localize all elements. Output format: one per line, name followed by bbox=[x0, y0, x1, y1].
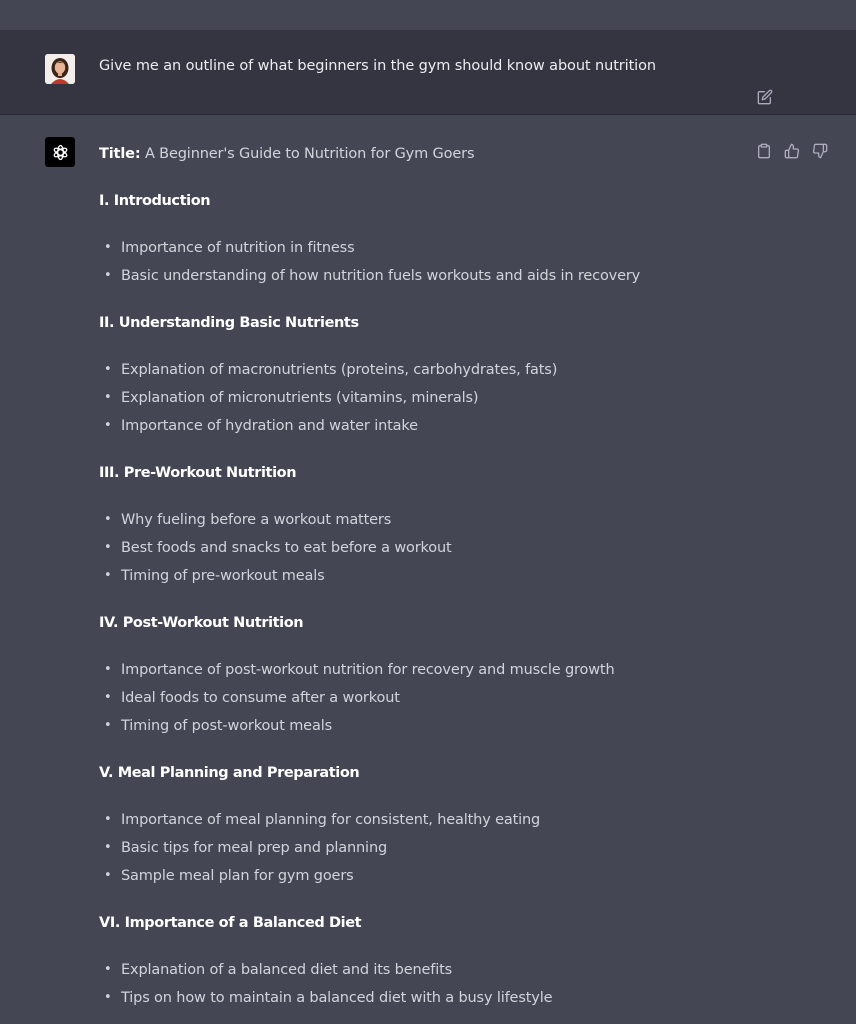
list-item bbox=[99, 838, 799, 866]
list-item-text: Explanation of micronutrients (vitamins, minerals) bbox=[121, 390, 479, 406]
bullet-icon: • bbox=[104, 868, 112, 883]
top-strip bbox=[0, 0, 856, 30]
assistant-message-row bbox=[0, 115, 856, 1024]
list-item bbox=[99, 360, 799, 388]
bullet-icon: • bbox=[104, 362, 112, 377]
bullet-list bbox=[99, 360, 799, 444]
bullet-icon: • bbox=[104, 718, 112, 733]
bullet-icon: • bbox=[104, 240, 112, 255]
assistant-avatar bbox=[45, 137, 75, 167]
user-avatar bbox=[45, 54, 75, 84]
list-item bbox=[99, 510, 799, 538]
bullet-list bbox=[99, 238, 799, 294]
list-item-text: Timing of post-workout meals bbox=[121, 718, 332, 734]
openai-logo-icon bbox=[50, 142, 71, 163]
bullet-icon: • bbox=[104, 840, 112, 855]
list-item bbox=[99, 388, 799, 416]
list-item bbox=[99, 810, 799, 838]
list-item bbox=[99, 988, 799, 1016]
section-heading: V. Meal Planning and Preparation bbox=[99, 765, 360, 781]
bullet-icon: • bbox=[104, 540, 112, 555]
bullet-icon: • bbox=[104, 662, 112, 677]
user-avatar-image bbox=[45, 54, 75, 84]
bullet-list bbox=[99, 660, 799, 744]
list-item-text: Explanation of a balanced diet and its benefits bbox=[121, 962, 453, 978]
section-heading: II. Understanding Basic Nutrients bbox=[99, 315, 359, 331]
list-item-text: Importance of meal planning for consistent, healthy eating bbox=[121, 812, 541, 828]
list-item bbox=[99, 660, 799, 688]
list-item-text: Explanation of macronutrients (proteins, carbohydrates, fats) bbox=[121, 362, 558, 378]
bullet-icon: • bbox=[104, 418, 112, 433]
thumbs-down-icon[interactable] bbox=[811, 142, 829, 160]
title-text: A Beginner's Guide to Nutrition for Gym Goers bbox=[140, 146, 475, 162]
list-item bbox=[99, 688, 799, 716]
list-item-text: Basic tips for meal prep and planning bbox=[121, 840, 388, 856]
bullet-icon: • bbox=[104, 690, 112, 705]
bullet-icon: • bbox=[104, 390, 112, 405]
section-heading: VI. Importance of a Balanced Diet bbox=[99, 915, 362, 931]
edit-icon[interactable] bbox=[756, 88, 774, 106]
bullet-icon: • bbox=[104, 268, 112, 283]
bullet-list bbox=[99, 510, 799, 594]
list-item bbox=[99, 416, 799, 444]
user-message-row bbox=[0, 30, 856, 115]
list-item-text: Importance of hydration and water intake bbox=[121, 418, 418, 434]
list-item-text: Importance of nutrition in fitness bbox=[121, 240, 355, 256]
section-heading: IV. Post-Workout Nutrition bbox=[99, 615, 304, 631]
list-item-text: Best foods and snacks to eat before a workout bbox=[121, 540, 452, 556]
user-message-text: Give me an outline of what beginners in the gym should know about nutrition bbox=[99, 58, 656, 74]
list-item bbox=[99, 960, 799, 988]
list-item-text: Basic understanding of how nutrition fuels workouts and aids in recovery bbox=[121, 268, 641, 284]
list-item bbox=[99, 566, 799, 594]
bullet-icon: • bbox=[104, 512, 112, 527]
bullet-icon: • bbox=[104, 990, 112, 1005]
bullet-list bbox=[99, 960, 799, 1016]
section-heading: I. Introduction bbox=[99, 193, 211, 209]
list-item-text: Sample meal plan for gym goers bbox=[121, 868, 354, 884]
list-item-text: Timing of pre-workout meals bbox=[121, 568, 325, 584]
list-item bbox=[99, 238, 799, 266]
list-item-text: Tips on how to maintain a balanced diet with a busy lifestyle bbox=[121, 990, 553, 1006]
list-item-text: Why fueling before a workout matters bbox=[121, 512, 392, 528]
list-item bbox=[99, 538, 799, 566]
list-item bbox=[99, 266, 799, 294]
list-item bbox=[99, 716, 799, 744]
section-heading: III. Pre-Workout Nutrition bbox=[99, 465, 297, 481]
bullet-icon: • bbox=[104, 962, 112, 977]
bullet-list bbox=[99, 810, 799, 894]
list-item bbox=[99, 866, 799, 894]
response-title bbox=[99, 144, 799, 164]
list-item-text: Importance of post-workout nutrition for recovery and muscle growth bbox=[121, 662, 615, 678]
bullet-icon: • bbox=[104, 568, 112, 583]
title-label: Title: bbox=[99, 146, 141, 162]
bullet-icon: • bbox=[104, 812, 112, 827]
list-item-text: Ideal foods to consume after a workout bbox=[121, 690, 400, 706]
assistant-message-content bbox=[99, 144, 799, 1016]
